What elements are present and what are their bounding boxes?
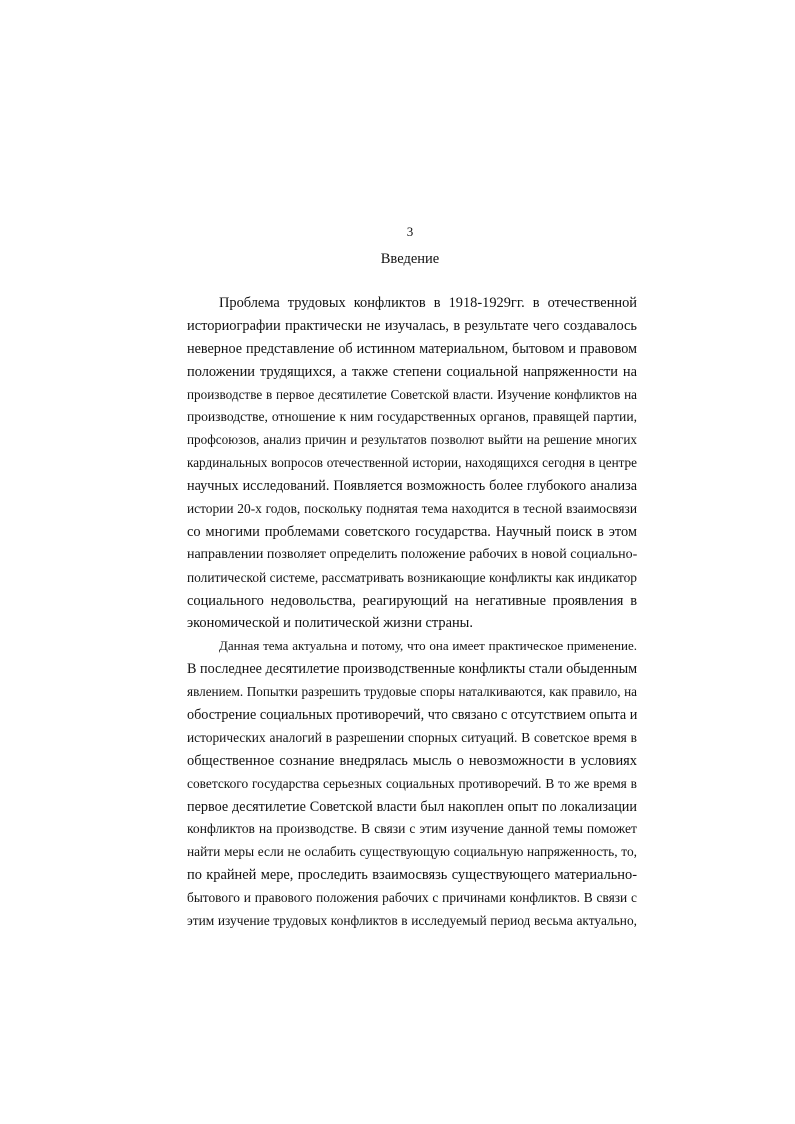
section-title: Введение bbox=[380, 251, 440, 267]
text-line: производстве, отношение к ним государственных органов, правящей партии, bbox=[187, 409, 637, 425]
text-line: политической системе, рассматривать возникающие конфликты как индикатор bbox=[187, 569, 637, 585]
text-line: направлении позволяет определить положение рабочих в новой социально- bbox=[187, 546, 638, 562]
text-line: В последнее десятилетие производственные конфликты стали обыденным bbox=[187, 661, 638, 678]
page-number: 3 bbox=[406, 224, 414, 239]
text-line: со многими проблемами советского государства. Научный поиск в этом bbox=[187, 523, 637, 540]
text-line: социального недовольства, реагирующий на негативные проявления в bbox=[187, 592, 637, 609]
text-line: экономической и политической жизни страны. bbox=[187, 615, 473, 632]
text-line: истории 20-х годов, поскольку поднятая тема находится в тесной взаимосвязи bbox=[187, 501, 637, 517]
text-line: по крайней мере, проследить взаимосвязь существующего материально- bbox=[187, 867, 637, 884]
text-line: общественное сознание внедрялась мысль о невозможности в условиях bbox=[187, 752, 637, 769]
text-line: неверное представление об истинном материальном, бытовом и правовом bbox=[187, 340, 637, 357]
text-line: конфликтов на производстве. В связи с этим изучение данной темы поможет bbox=[187, 821, 637, 837]
text-line: исторических аналогий в разрешении спорных ситуаций. В советское время в bbox=[187, 729, 637, 745]
text-line: Данная тема актуальна и потому, что она имеет практическое применение. bbox=[219, 638, 637, 654]
text-line: историографии практически не изучалась, в результате чего создавалось bbox=[187, 317, 637, 334]
text-line: этим изучение трудовых конфликтов в исследуемый период весьма актуально, bbox=[187, 913, 637, 929]
text-line: кардинальных вопросов отечественной истории, находящихся сегодня в центре bbox=[187, 455, 637, 471]
text-line: найти меры если не ослабить существующую социальную напряженность, то, bbox=[187, 844, 637, 860]
text-line: научных исследований. Появляется возможность более глубокого анализа bbox=[187, 478, 637, 495]
text-line: советского государства серьезных социальных противоречий. В то же время в bbox=[187, 775, 637, 791]
text-line: обострение социальных противоречий, что связано с отсутствием опыта и bbox=[187, 707, 638, 724]
text-line: положении трудящихся, а также степени социальной напряженности на bbox=[187, 363, 637, 380]
text-line: явлением. Попытки разрешить трудовые споры наталкиваются, как правило, на bbox=[187, 684, 637, 700]
text-line: профсоюзов, анализ причин и результатов позволют выйти на решение многих bbox=[187, 432, 637, 448]
body-text bbox=[187, 292, 637, 933]
text-line: бытового и правового положения рабочих с причинами конфликтов. В связи с bbox=[187, 890, 637, 906]
text-line: Проблема трудовых конфликтов в 1918-1929гг. в отечественной bbox=[219, 295, 637, 311]
text-line: первое десятилетие Советской власти был накоплен опыт по локализации bbox=[187, 798, 637, 815]
text-line: производстве в первое десятилетие Советской власти. Изучение конфликтов на bbox=[187, 386, 637, 402]
